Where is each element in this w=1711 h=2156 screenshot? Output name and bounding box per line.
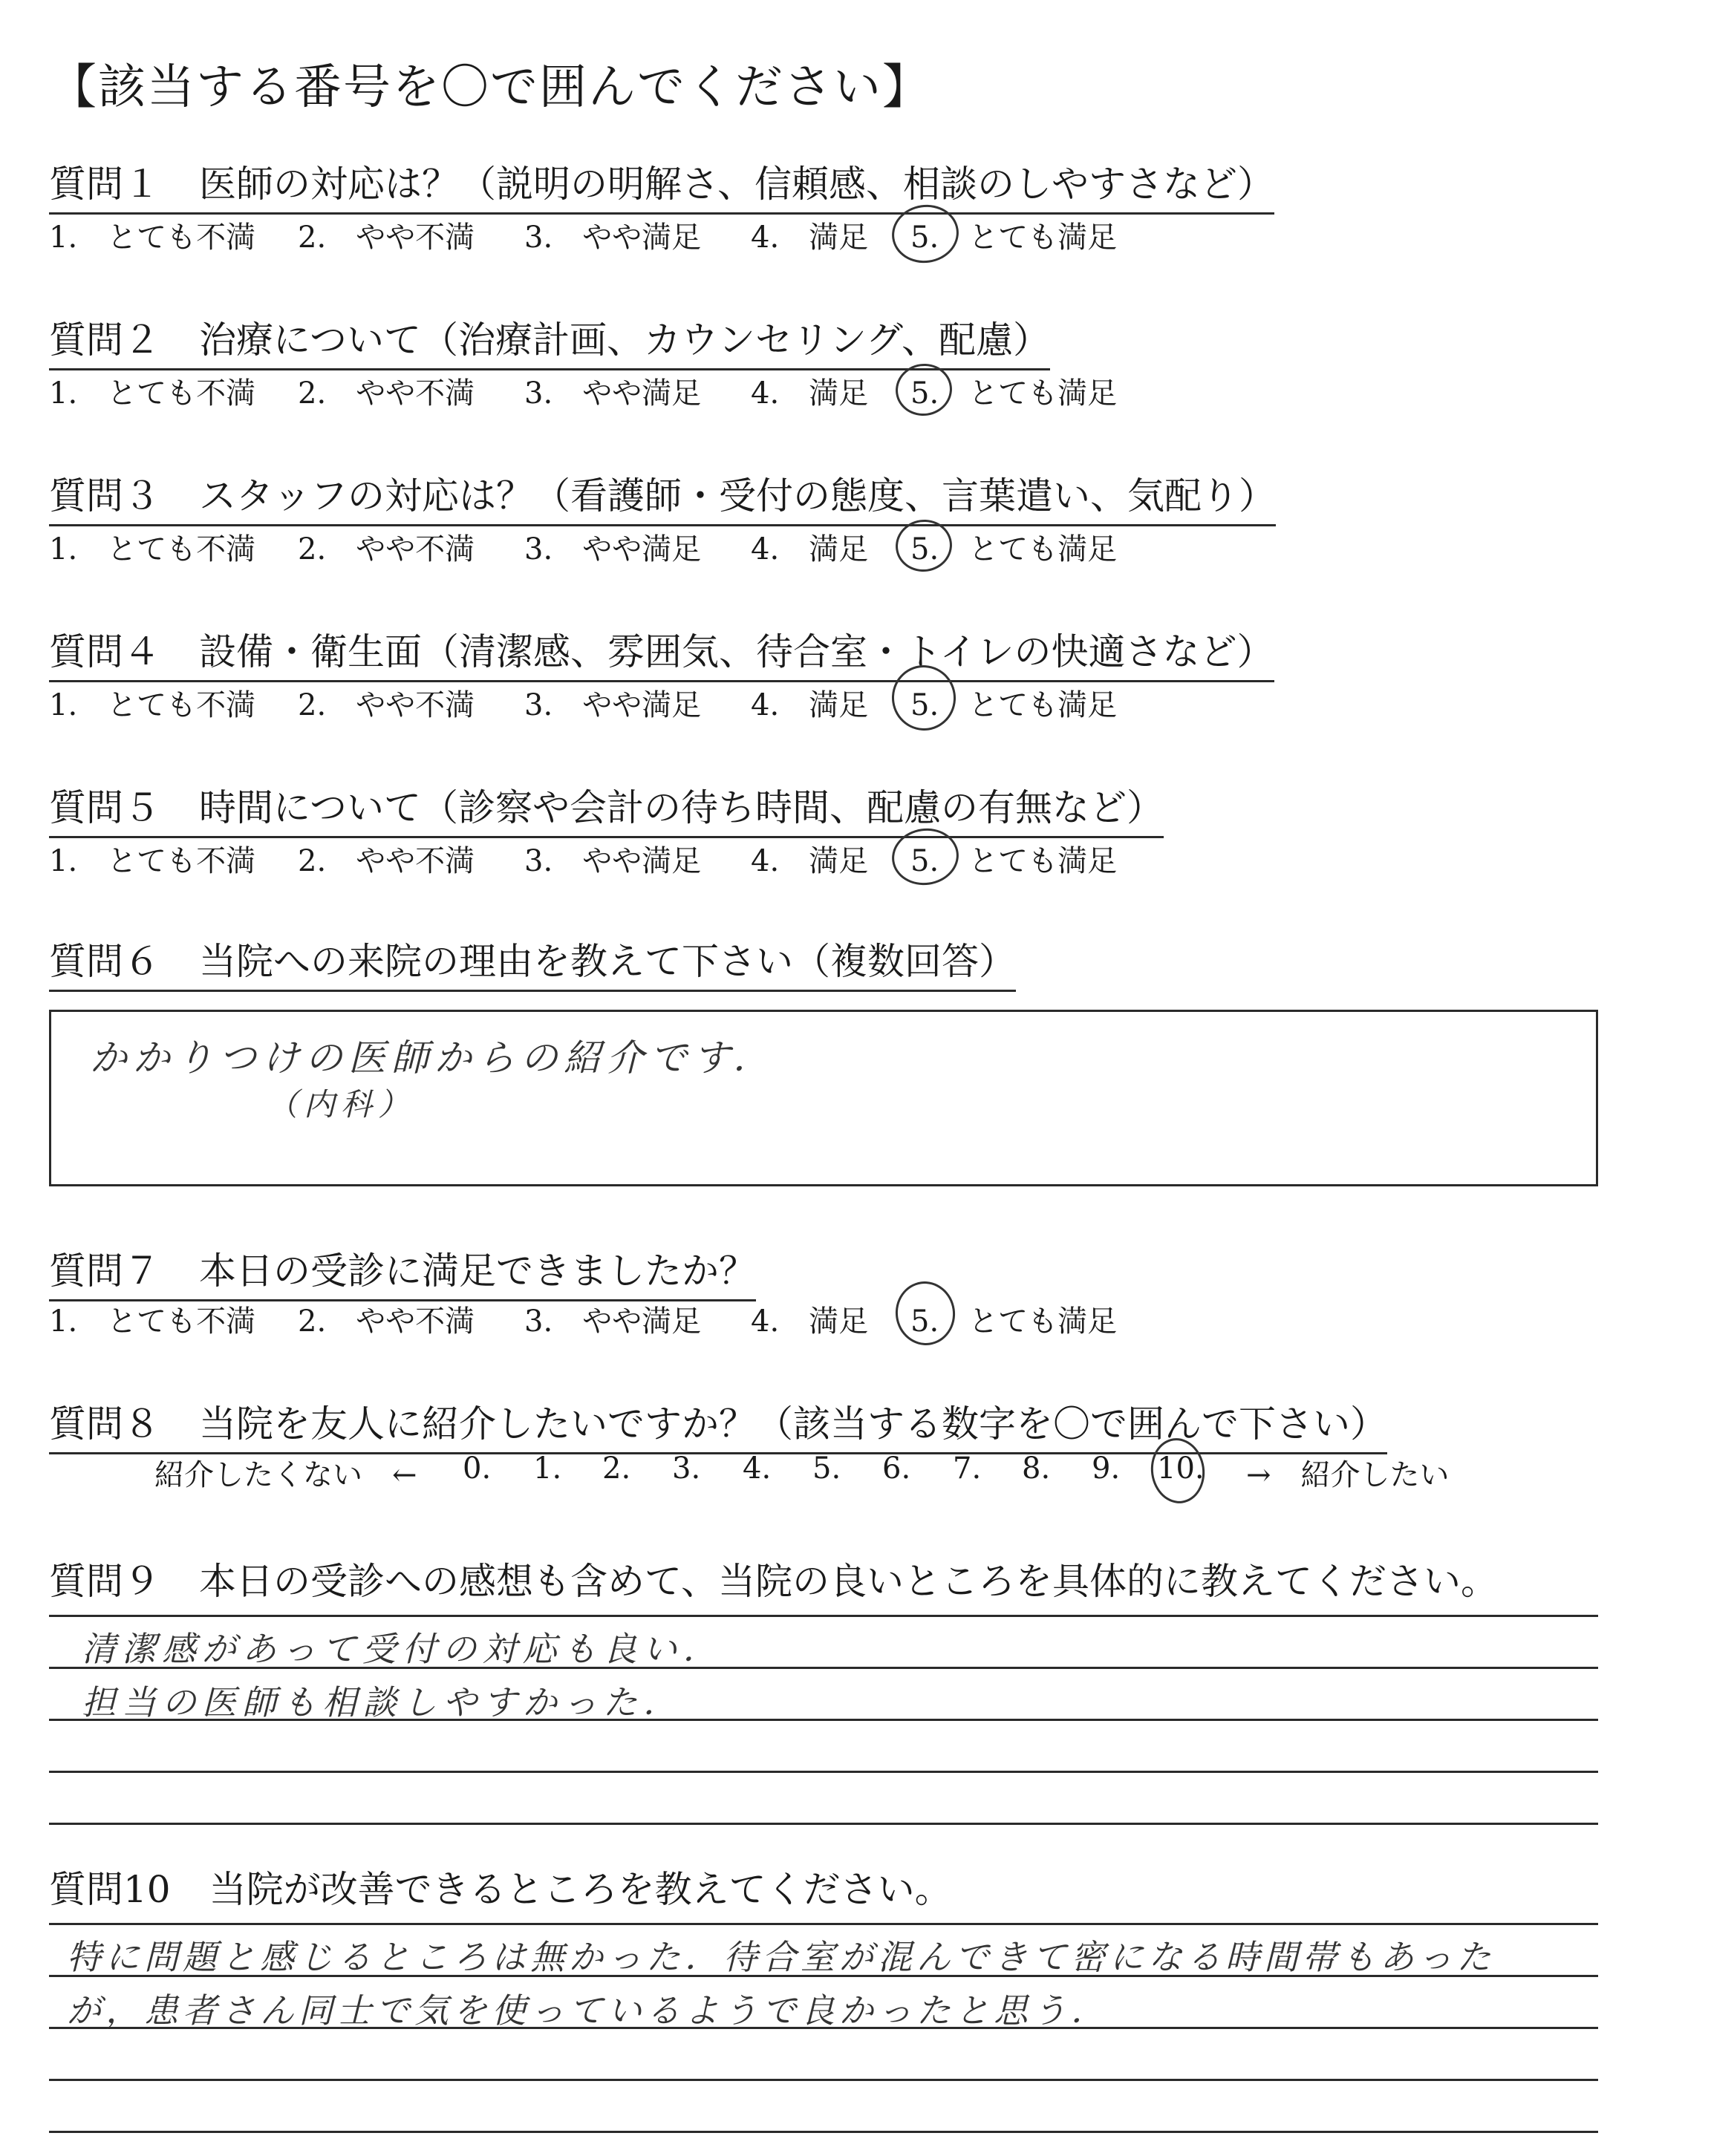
option-5[interactable]: 5. とても満足	[910, 688, 1118, 722]
option-2[interactable]: 2. やや不満	[298, 220, 475, 255]
option-3[interactable]: 3. やや満足	[524, 376, 702, 411]
option-1[interactable]: 1. とても不満	[49, 688, 256, 722]
scale-option-4[interactable]: 4.	[743, 1451, 772, 1486]
option-5[interactable]: 5. とても満足	[910, 532, 1118, 566]
option-2[interactable]: 2. やや不満	[298, 844, 475, 878]
question-9	[49, 1552, 1498, 1605]
question-10-text: 当院が改善できるところを教えてください。	[209, 1868, 952, 1911]
scale-option-1[interactable]: 1.	[533, 1451, 562, 1486]
question-5-label: 質問５	[49, 786, 160, 829]
question-10	[49, 1860, 952, 1913]
scale-option-5[interactable]: 5.	[812, 1451, 841, 1486]
question-9-text: 本日の受診への感想も含めて、当院の良いところを具体的に教えてください。	[199, 1560, 1498, 1603]
question-6-label: 質問６	[49, 940, 160, 983]
option-1[interactable]: 1. とても不満	[49, 844, 256, 878]
question-9-answer-line-1: 清潔感があって受付の対応も良い．	[82, 1629, 723, 1669]
scale-option-9[interactable]: 9.	[1092, 1451, 1121, 1486]
scale-left-label: 紹介したくない ←	[154, 1458, 417, 1492]
question-10-label: 質問10	[49, 1868, 171, 1911]
question-1-label: 質問１	[49, 163, 160, 206]
scale-option-0[interactable]: 0.	[463, 1451, 492, 1486]
option-1[interactable]: 1. とても不満	[49, 1304, 256, 1339]
question-2-label: 質問２	[49, 318, 160, 362]
question-4-text: 設備・衛生面（清潔感、雰囲気、待合室・トイレの快適さなど）	[199, 630, 1274, 673]
answer-line	[49, 1923, 1598, 1925]
question-6-answer-box[interactable]	[49, 1010, 1598, 1186]
question-6-answer-line-2: （内科）	[267, 1086, 416, 1123]
question-9-label: 質問９	[49, 1560, 160, 1603]
option-4[interactable]: 4. 満足	[751, 376, 869, 411]
option-2[interactable]: 2. やや不満	[298, 688, 475, 722]
question-3-label: 質問３	[49, 474, 160, 517]
question-2-text: 治療について（治療計画、カウンセリング、配慮）	[199, 318, 1050, 362]
question-6-answer-line-1: かかりつけの医師からの紹介です．	[90, 1036, 776, 1079]
question-1-text: 医師の対応は？（説明の明解さ、信頼感、相談のしやすさなど）	[199, 163, 1274, 206]
option-5[interactable]: 5. とても満足	[910, 376, 1118, 411]
question-10-answer-line-2: が，患者さん同士で気を使っているようで良かったと思う．	[67, 1990, 1109, 2031]
question-3	[49, 466, 1276, 526]
option-3[interactable]: 3. やや満足	[524, 532, 702, 566]
answer-line	[49, 1615, 1598, 1617]
option-1[interactable]: 1. とても不満	[49, 532, 256, 566]
question-9-answer-line-2: 担当の医師も相談しやすかった．	[82, 1682, 683, 1722]
page-title: 【該当する番号を〇で囲んでください】	[49, 60, 931, 115]
answer-line	[49, 1771, 1598, 1773]
option-4[interactable]: 4. 満足	[751, 844, 869, 878]
question-5	[49, 778, 1164, 838]
option-4[interactable]: 4. 満足	[751, 688, 869, 722]
option-3[interactable]: 3. やや満足	[524, 220, 702, 255]
scale-option-10[interactable]: 10.	[1157, 1451, 1205, 1486]
option-4[interactable]: 4. 満足	[751, 1304, 869, 1339]
answer-line	[49, 1823, 1598, 1825]
option-2[interactable]: 2. やや不満	[298, 1304, 475, 1339]
question-3-text: スタッフの対応は？（看護師・受付の態度、言葉遣い、気配り）	[199, 474, 1276, 517]
option-4[interactable]: 4. 満足	[751, 220, 869, 255]
option-4[interactable]: 4. 満足	[751, 532, 869, 566]
question-7	[49, 1241, 756, 1301]
scale-option-7[interactable]: 7.	[953, 1451, 982, 1486]
option-5[interactable]: 5. とても満足	[910, 1304, 1118, 1339]
question-1	[49, 154, 1274, 215]
question-8-text: 当院を友人に紹介したいですか？（該当する数字を〇で囲んで下さい）	[199, 1402, 1387, 1446]
question-4	[49, 622, 1274, 682]
option-3[interactable]: 3. やや満足	[524, 688, 702, 722]
option-3[interactable]: 3. やや満足	[524, 844, 702, 878]
question-4-label: 質問４	[49, 630, 160, 673]
scale-right-label: → 紹介したい	[1246, 1458, 1450, 1492]
option-2[interactable]: 2. やや不満	[298, 532, 475, 566]
question-6	[49, 932, 1016, 992]
option-3[interactable]: 3. やや満足	[524, 1304, 702, 1339]
question-7-label: 質問７	[49, 1250, 160, 1293]
answer-line	[49, 2079, 1598, 2081]
question-7-text: 本日の受診に満足できましたか？	[199, 1250, 756, 1293]
scale-option-3[interactable]: 3.	[672, 1451, 701, 1486]
question-5-text: 時間について（診察や会計の待ち時間、配慮の有無など）	[199, 786, 1164, 829]
question-2	[49, 310, 1050, 370]
option-2[interactable]: 2. やや不満	[298, 376, 475, 411]
option-5[interactable]: 5. とても満足	[910, 220, 1118, 255]
option-5[interactable]: 5. とても満足	[910, 844, 1118, 878]
option-1[interactable]: 1. とても不満	[49, 220, 256, 255]
scale-option-2[interactable]: 2.	[602, 1451, 631, 1486]
question-6-text: 当院への来院の理由を教えて下さい（複数回答）	[199, 940, 1016, 983]
question-10-answer-line-1: 特に問題と感じるところは無かった．待合室が混んできて密になる時間帯もあった	[67, 1937, 1496, 1977]
answer-line	[49, 2131, 1598, 2133]
scale-option-8[interactable]: 8.	[1022, 1451, 1051, 1486]
option-1[interactable]: 1. とても不満	[49, 376, 256, 411]
scale-option-6[interactable]: 6.	[882, 1451, 911, 1486]
question-8-label: 質問８	[49, 1402, 160, 1446]
